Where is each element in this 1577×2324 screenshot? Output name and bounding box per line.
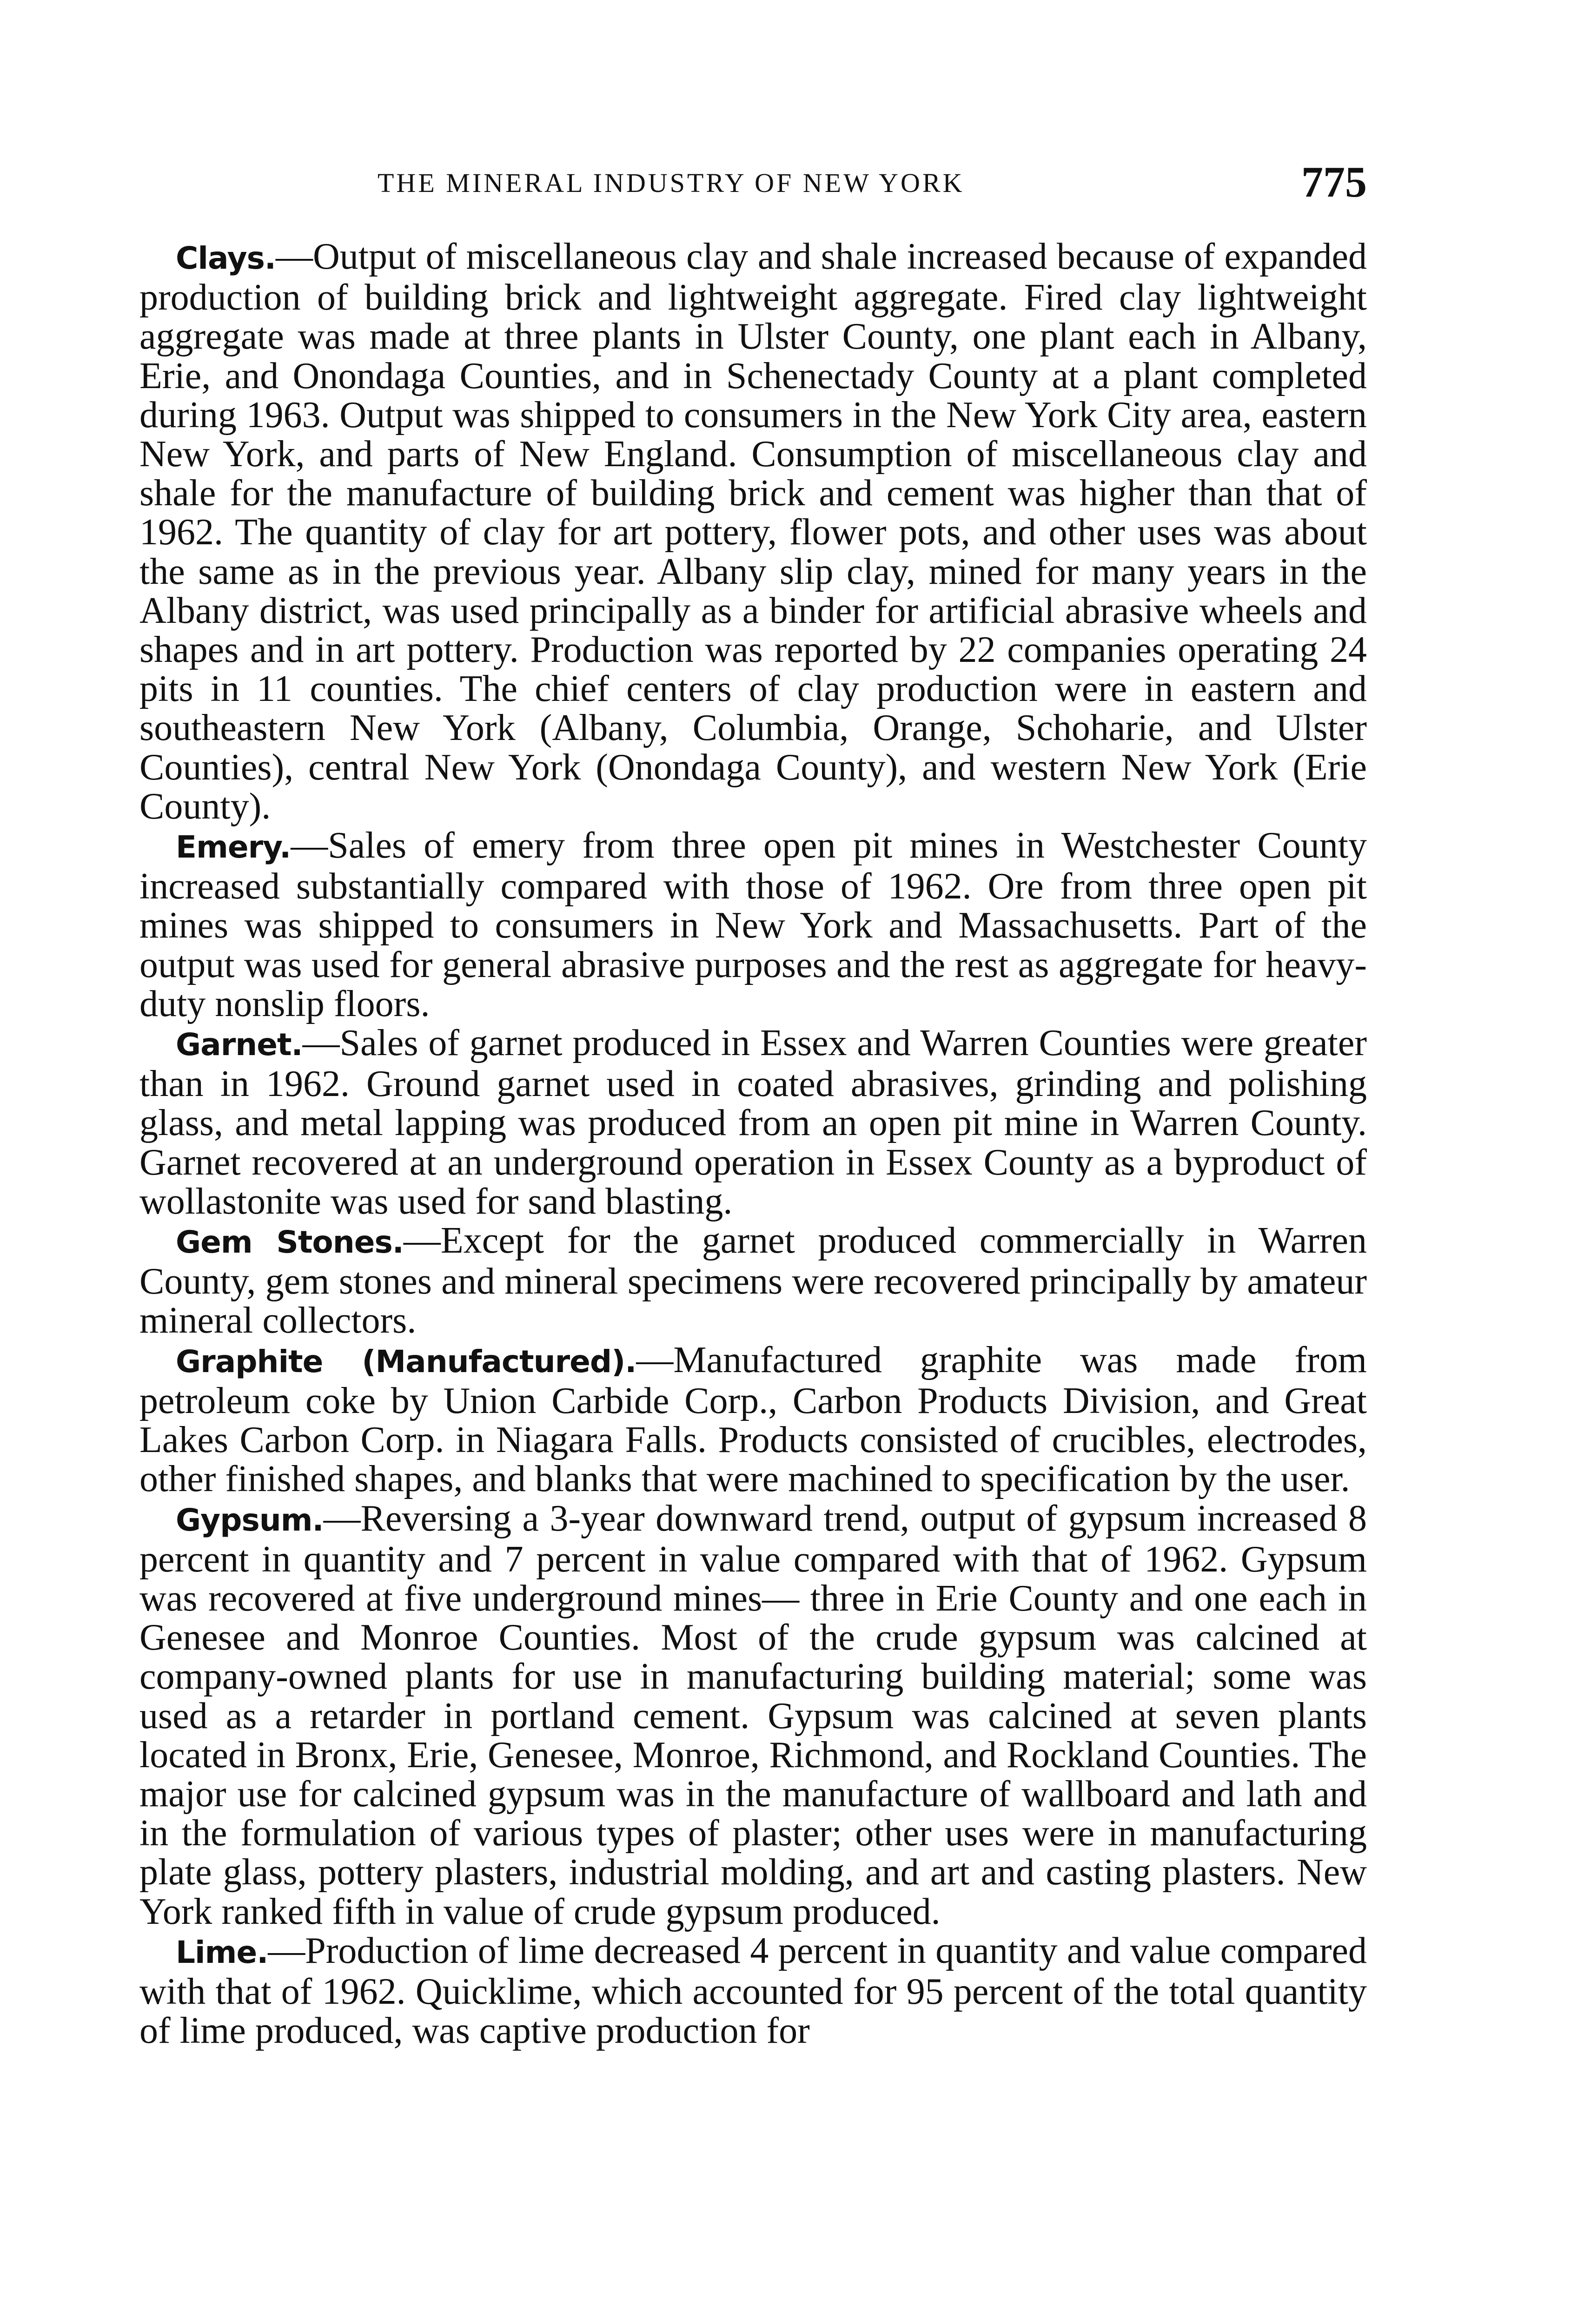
topic-heading-graphite: Graphite (Manufactured). [176, 1343, 636, 1380]
running-title: THE MINERAL INDUSTRY OF NEW YORK [378, 168, 965, 198]
paragraph-text-lime: —Production of lime decreased 4 percent in quantity and value compared with that of 1962. Quicklime, which accounted for 95 percent of the total quantity of lime produced, was captive production for [139, 1930, 1367, 2052]
paragraph-garnet [139, 1023, 1367, 1221]
paragraph-clays [139, 237, 1367, 826]
paragraph-graphite [139, 1340, 1367, 1499]
paragraph-lime [139, 1931, 1367, 2051]
paragraph-gem-stones [139, 1221, 1367, 1340]
paragraph-emery [139, 826, 1367, 1023]
body-text [139, 237, 1367, 2050]
topic-heading-gem-stones: Gem Stones. [176, 1224, 404, 1261]
topic-heading-gypsum: Gypsum. [176, 1502, 324, 1538]
paragraph-text-gem-stones: —Except for the garnet produced commercially in Warren County, gem stones and mineral specimens were recovered principally by amateur mineral collectors. [139, 1220, 1367, 1341]
paragraph-text-gypsum: —Reversing a 3-year downward trend, output of gypsum increased 8 percent in quantity and 7 percent in value compared with that of 1962. Gypsum was recovered at five underground mines— three in Erie County and one each in Genesee and Monroe Counties. Most of the crude gypsum was calcined at company-owned plants for use in manufacturing building material; some was used as a retarder in portland cement. Gypsum was calcined at seven plants located in Bronx, Erie, Genesee, Monroe, Richmond, and Rockland Counties. The major use for calcined gypsum was in the manufacture of wallboard and lath and in the formulation of various types of plaster; other uses were in manufacturing plate glass, pottery plasters, industrial molding, and art and casting plasters. New York ranked fifth in value of crude gypsum produced. [139, 1498, 1367, 1932]
paragraph-text-graphite: —Manufactured graphite was made from petroleum coke by Union Carbide Corp., Carbon Products Division, and Great Lakes Carbon Corp. in Niagara Falls. Products consisted of crucibles, electrodes, other finished shapes, and blanks that were machined to specification by the user. [139, 1339, 1367, 1500]
topic-heading-lime: Lime. [176, 1934, 268, 1970]
paragraph-text-clays: —Output of miscellaneous clay and shale increased because of expanded production of building brick and lightweight aggregate. Fired clay lightweight aggregate was made at three plants in Ulster County, one plant each in Albany, Erie, and Onondaga Counties, and in Schenectady County at a plant completed during 1963. Output was shipped to consumers in the New York City area, eastern New York, and parts of New England. Consumption of miscellaneous clay and shale for the manufacture of building brick and cement was higher than that of 1962. The quantity of clay for art pottery, flower pots, and other uses was about the same as in the previous year. Albany slip clay, mined for many years in the Albany district, was used principally as a binder for artificial abrasive wheels and shapes and in art pottery. Production was reported by 22 companies operating 24 pits in 11 counties. The chief centers of clay production were in eastern and southeastern New York (Albany, Columbia, Orange, Schoharie, and Ulster Counties), central New York (Onondaga County), and western New York (Erie County). [139, 236, 1367, 827]
topic-heading-emery: Emery. [176, 829, 291, 865]
topic-heading-clays: Clays. [176, 240, 276, 276]
page-number: 775 [1301, 158, 1367, 206]
paragraph-gypsum [139, 1499, 1367, 1931]
topic-heading-garnet: Garnet. [176, 1027, 303, 1063]
running-header [139, 157, 1367, 208]
paragraph-text-emery: —Sales of emery from three open pit mines in Westchester County increased substantially compared with those of 1962. Ore from three open pit mines was shipped to consumers in New York and Massachusetts. Part of the output was used for general abrasive purposes and the rest as aggregate for heavy-duty nonslip floors. [139, 825, 1367, 1024]
paragraph-text-garnet: —Sales of garnet produced in Essex and Warren Counties were greater than in 1962. Ground garnet used in coated abrasives, grinding and polishing glass, and metal lapping was produced from an open pit mine in Warren County. Garnet recovered at an underground operation in Essex County as a byproduct of wollastonite was used for sand blasting. [139, 1023, 1367, 1222]
